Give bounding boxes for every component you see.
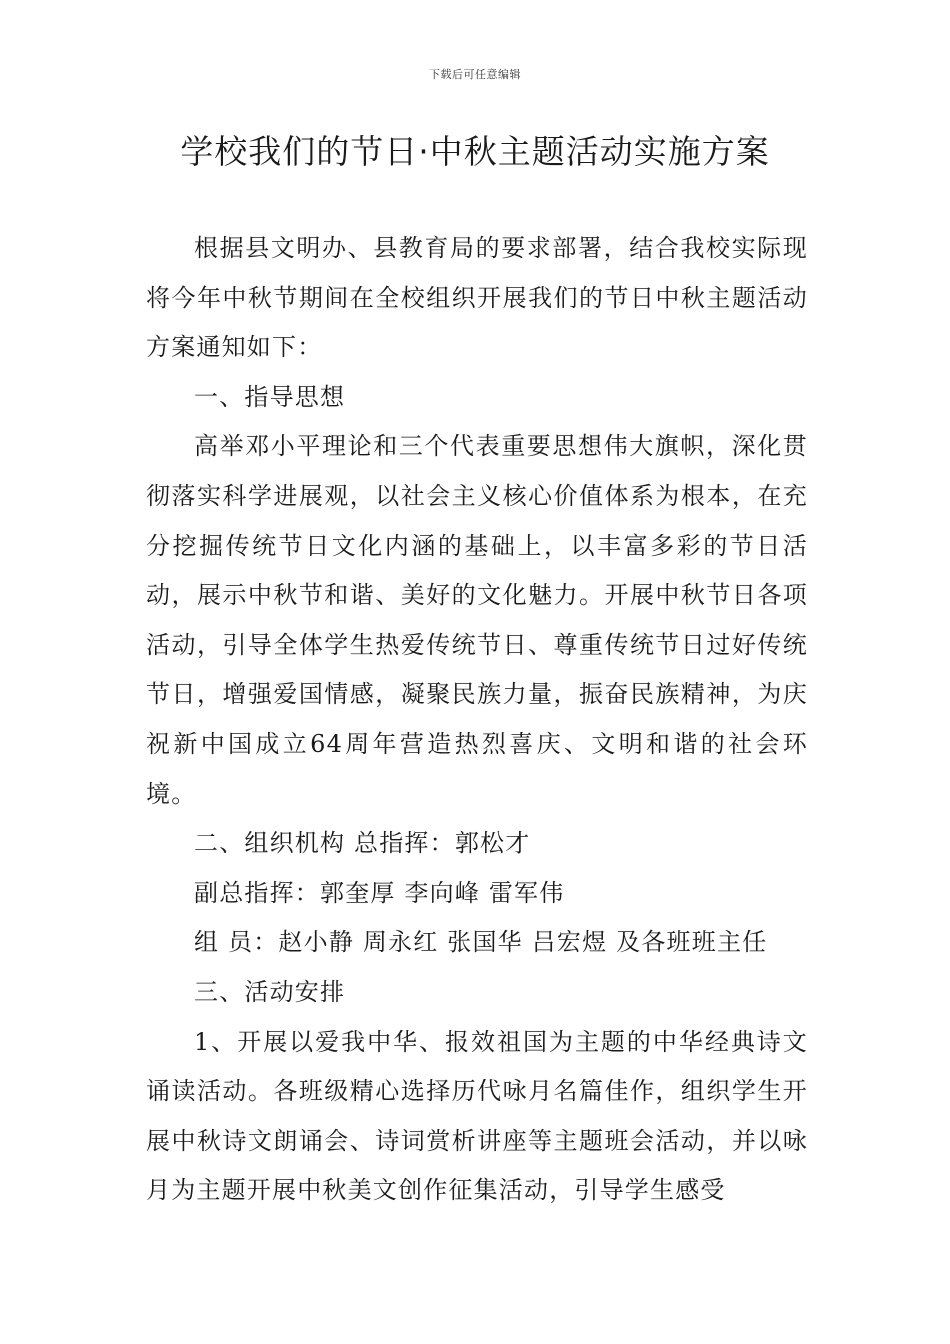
header-note: 下载后可任意编辑 <box>429 68 521 81</box>
document-body <box>146 224 808 1216</box>
intro-paragraph: 根据县文明办、县教育局的要求部署，结合我校实际现将今年中秋节期间在全校组织开展我们的节日中秋主题活动方案通知如下： <box>146 234 808 362</box>
guiding-thought-paragraph: 高举邓小平理论和三个代表重要思想伟大旗帜，深化贯彻落实科学进展观，以社会主义核心价值体系为根本，在充分挖掘传统节日文化内涵的基础上，以丰富多彩的节日活动，展示中秋节和谐、美好的文化魅力。开展中秋节日各项活动，引导全体学生热爱传统节日、尊重传统节日过好传统节日，增强爱国情感，凝聚民族力量，振奋民族精神，为庆祝新中国成立64周年营造热烈喜庆、文明和谐的社会环境。 <box>146 432 808 808</box>
organization-commander: 二、组织机构 总指挥：郭松才 <box>194 829 531 858</box>
section-heading-guiding-thought: 一、指导思想 <box>194 382 346 411</box>
organization-members: 组 员：赵小静 周永红 张国华 吕宏煜 及各班班主任 <box>194 928 768 957</box>
section-heading-activities: 三、活动安排 <box>194 977 346 1006</box>
activity-item-1: 1、开展以爱我中华、报效祖国为主题的中华经典诗文诵读活动。各班级精心选择历代咏月名篇佳作，组织学生开展中秋诗文朗诵会、诗词赏析讲座等主题班会活动，并以咏月为主题开展中秋美文创作征集活动，引导学生感受 <box>146 1027 808 1205</box>
organization-deputy-commanders: 副总指挥：郭奎厚 李向峰 雷军伟 <box>194 878 565 907</box>
document-title: 学校我们的节日·中秋主题活动实施方案 <box>180 132 770 171</box>
